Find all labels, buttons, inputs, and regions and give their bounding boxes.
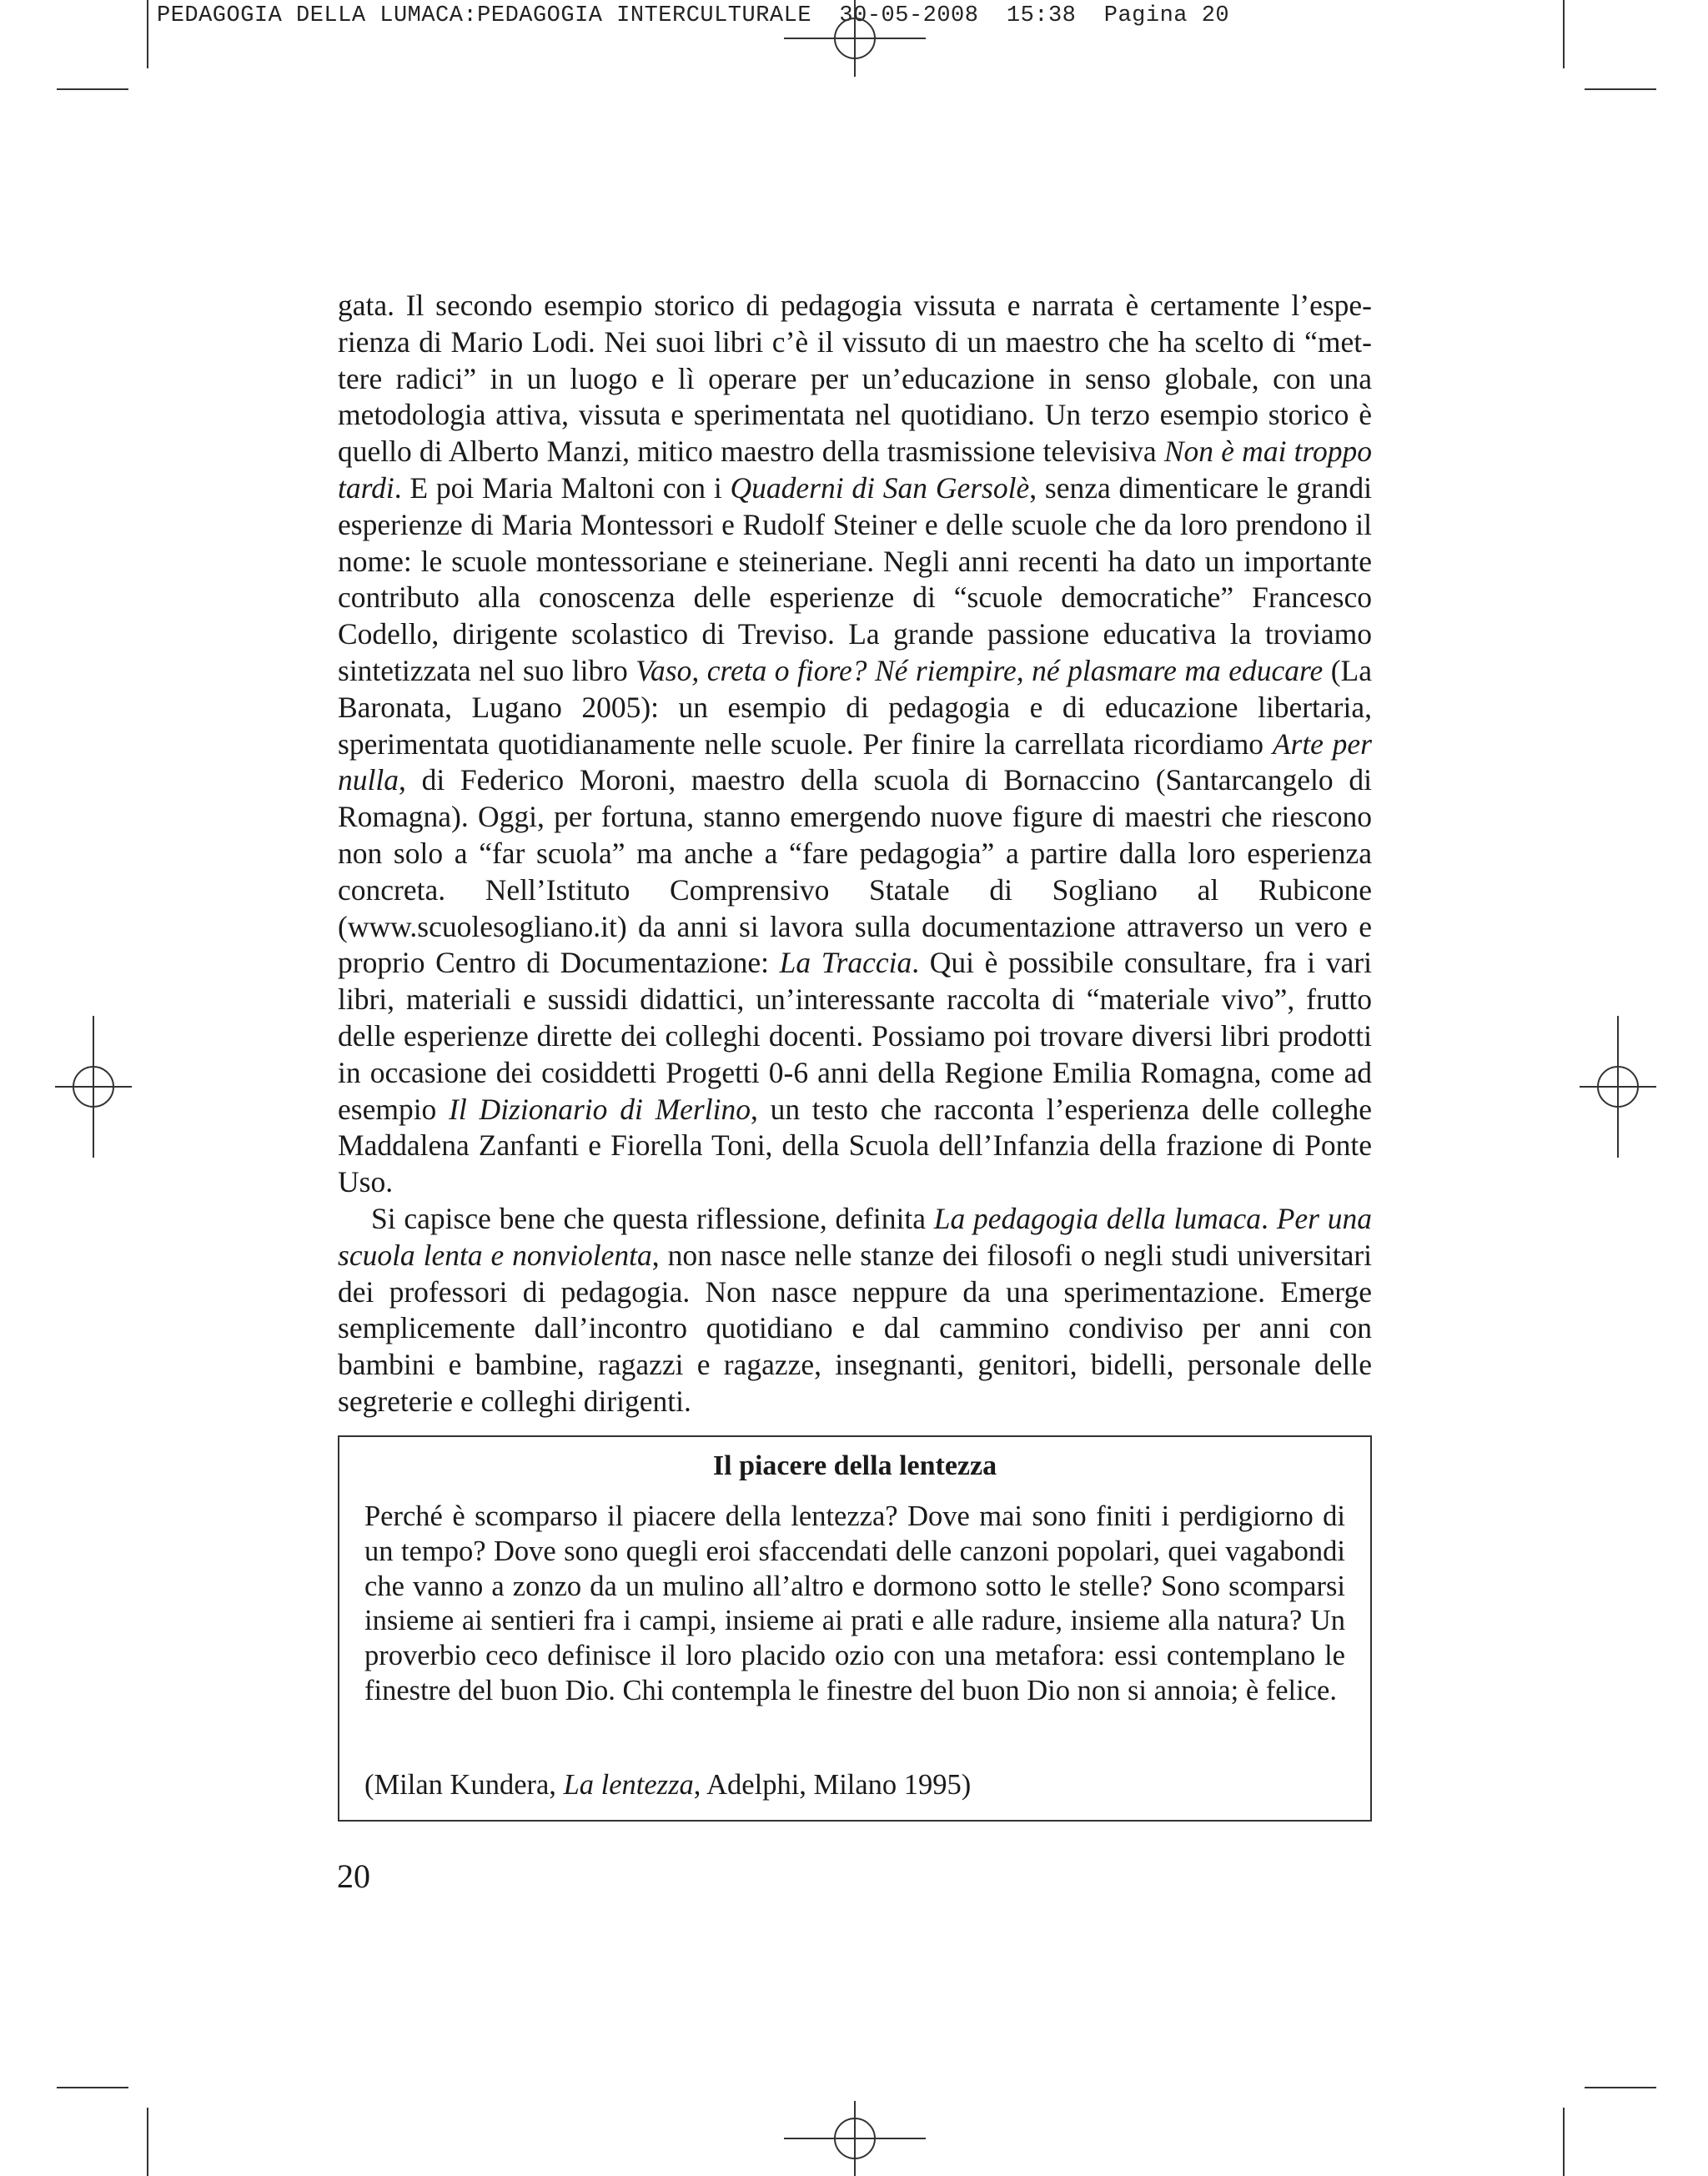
registration-mark-right: [1580, 1016, 1656, 1158]
italic-title: Non è mai troppo tardi: [338, 435, 1373, 505]
italic-title: La lentezza: [563, 1769, 694, 1801]
box-quote-text: Perché è scomparso il piacere della lentezza? Dove mai sono finiti i perdigiorno di un tempo? Dove sono quegli eroi sfaccendati delle canzoni popolari, quei vagabondi che vanno a zonzo da un mulino all’altro e dormono sotto le stelle? Sono scomparsi insieme ai sentieri fra i campi, insieme ai prati e alle radure, insieme alla natura? Un proverbio ceco definisce il loro placido ozio con una metafora: essi contemplano le finestre del buon Dio. Chi contempla le finestre del buon Dio non si annoia; è felice.: [364, 1500, 1345, 1706]
registration-mark-left: [55, 1016, 132, 1158]
box-title: Il piacere della lentezza: [712, 1450, 997, 1481]
italic-title: Vaso, creta o fiore? Né riempire, né plasmare ma educare: [635, 653, 1324, 687]
main-text: [338, 288, 1372, 1420]
body-paragraph: Si capisce bene che questa riflessione, definita La pedagogia della lumaca. Per una scuola lenta e nonviolenta, non nasce nelle stanze dei filosofi o negli studi universitari dei professori di pedagogia. Non nasce neppure da una sperimentazione. Emerge semplicemente dall’incontro quotidiano e dal cammino condiviso per anni con bambini e bambine, ragazzi e ragazze, insegnanti, genitori, bidelli, personale delle segreterie e colleghi dirigenti.: [338, 1201, 1373, 1418]
printer-slug-line: PEDAGOGIA DELLA LUMACA:PEDAGOGIA INTERCULTURALE 30-05-2008 15:38 Pagina 20: [157, 3, 1230, 28]
body-paragraph: gata. Il secondo esempio storico di pedagogia vissuta e narrata è certamente l’esperienza di Mario Lodi. Nei suoi libri c’è il vissuto di un maestro che ha scelto di “mettere radici” in un luogo e lì operare per un’educazione in senso globale, con una metodologia attiva, vissuta e sperimentata nel quotidiano. Un terzo esempio storico è quello di Alberto Manzi, mitico maestro della trasmissione televisiva Non è mai troppo tardi. E poi Maria Maltoni con i Quaderni di San Gersolè, senza dimenticare le grandi esperienze di Maria Montessori e Rudolf Steiner e delle scuole che da loro prendono il nome: le scuole montessoriane e steineriane. Negli anni recenti ha dato un importante contributo alla conoscenza delle esperienze di “scuole democratiche” Francesco Codello, dirigente scolastico di Treviso. La grande passione educativa la troviamo sintetizzata nel suo libro Vaso, creta o fiore? Né riempire, né plasmare ma educare (La Baronata, Lugano 2005): un esempio di pedagogia e di educazione libertaria, sperimentata quotidianamente nelle scuole. Per finire la carrellata ricordiamo Arte per nulla, di Federico Moroni, maestro della scuola di Bornaccino (Santarcangelo di Romagna). Oggi, per fortuna, stanno emergendo nuove figure di maestri che riescono non solo a “far scuola” ma anche a “fare pedagogia” a partire dalla loro esperienza concreta. Nell’Istituto Comprensivo Statale di Sogliano al Rubicone (www.scuolesogliano.it) da anni si lavora sulla documentazione attraverso un vero e proprio Centro di Documentazione: La Traccia. Qui è possibile consultare, fra i vari libri, materiali e sussidi didattici, un’interessante raccolta di “materiale vivo”, frutto delle esperienze dirette dei colleghi docenti. Possiamo poi trovare diversi libri prodotti in occasione dei cosiddetti Progetti 0-6 anni della Regione Emilia Romagna, come ad esempio Il Dizionario di Merlino, un testo che racconta l’esperienza delle colleghe Maddalena Zanfanti e Fiorella Toni, della Scuola dell’Infanzia della frazione di Ponte Uso.: [338, 289, 1373, 1199]
registration-mark-bottom: [784, 2101, 926, 2176]
italic-title: La pedagogia della lumaca: [933, 1201, 1262, 1235]
quote-box: [338, 1435, 1372, 1822]
italic-title: Il Dizionario di Merlino: [449, 1092, 751, 1126]
italic-title: Quaderni di San Gersolè: [730, 470, 1030, 505]
italic-title: La Traccia: [779, 946, 912, 980]
page-number: 20: [337, 1857, 370, 1895]
italic-title: Per una scuola lenta e nonviolenta: [338, 1201, 1372, 1272]
box-citation: (Milan Kundera, La lentezza, Adelphi, Milano 1995): [364, 1769, 972, 1801]
registration-mark-top: [784, 0, 926, 77]
italic-title: Arte per nulla: [338, 726, 1372, 797]
